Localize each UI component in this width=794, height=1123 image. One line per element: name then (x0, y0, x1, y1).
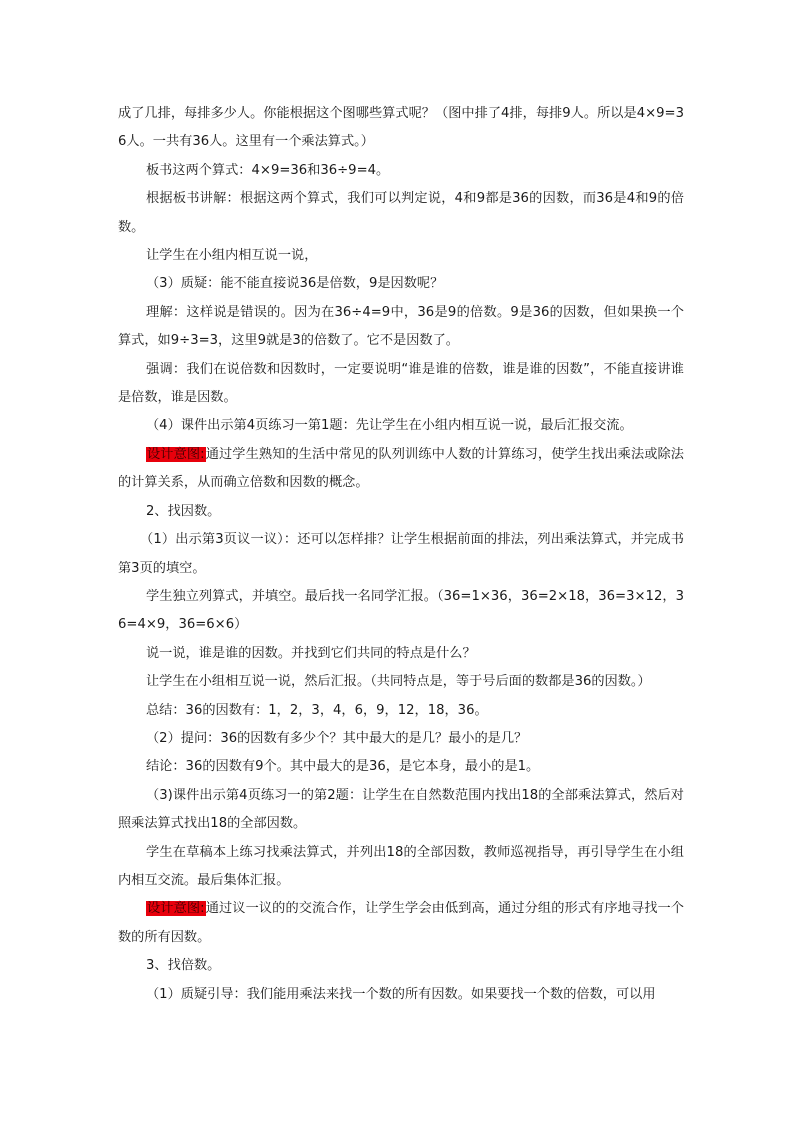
section-heading-2: 2、找因数。 (146, 503, 221, 519)
paragraph-4: 让学生在小组内相互说一说， (146, 248, 318, 264)
paragraph-1: 成了几排，每排多少人。你能根据这个图哪些算式呢？（图中排了4排，每排9人。所以是4×9=36人。一共有36人。这里有一个乘法算式。） (118, 106, 684, 150)
paragraph-3: 根据板书讲解：根据这两个算式，我们可以判定说，4和9都是36的因数，而36是4和9的倍数。 (118, 191, 684, 235)
paragraph-2: 板书这两个算式：4×9=36和36÷9=4。 (146, 162, 390, 178)
paragraph-10: （1）出示第3页议一议）：还可以怎样排？让学生根据前面的排法，列出乘法算式，并完成书第3页的填空。 (118, 532, 684, 576)
paragraph-17: （3)课件出示第4页练习一的第2题：让学生在自然数范围内找出18的全部乘法算式，然后对照乘法算式找出18的全部因数。 (118, 787, 684, 832)
paragraph-14: 总结：36的因数有：1，2，3，4，6，9，12，18，36。 (146, 702, 488, 718)
design-intent-label: 设计意图: (147, 446, 205, 462)
paragraph-5: （3）质疑：能不能直接说36是倍数，9是因数呢？ (146, 276, 444, 292)
paragraph-6: 理解：这样说是错误的。因为在36÷4=9中，36是9的倍数。9是36的因数，但如果换一个算式，如9÷3=3，这里9就是3的倍数了。它不是因数了。 (118, 304, 684, 349)
paragraph-16: 结论：36的因数有9个。其中最大的是36，是它本身，最小的是1。 (146, 759, 540, 775)
paragraph-7: 强调：我们在说倍数和因数时，一定要说明“谁是谁的倍数，谁是谁的因数”，不能直接讲谁是倍数，谁是因数。 (118, 361, 684, 406)
section-heading-3: 3、找倍数。 (146, 958, 221, 974)
paragraph-15: （2）提问：36的因数有多少个？其中最大的是几？最小的是几？ (146, 730, 528, 746)
paragraph-18: 学生在草稿本上练习找乘法算式，并列出18的全部因数，教师巡视指导，再引导学生在小组内相互交流。最后集体汇报。 (118, 844, 684, 888)
design-intent-2 (118, 895, 684, 952)
paragraph-21: （1）质疑引导：我们能用乘法来找一个数的所有因数。如果要找一个数的倍数，可以用 (146, 986, 656, 1002)
design-intent-text: 通过议一议的的交流合作，让学生学会由低到高，通过分组的形式有序地寻找一个数的所有因数。 (118, 901, 684, 945)
paragraph-12: 说一说，谁是谁的因数。并找到它们共同的特点是什么？ (146, 645, 476, 661)
paragraph-13: 让学生在小组相互说一说，然后汇报。（共同特点是，等于号后面的数都是36的因数。） (146, 674, 651, 690)
paragraph-8: （4）课件出示第4页练习一第1题：先让学生在小组内相互说一说，最后汇报交流。 (146, 418, 633, 434)
paragraph-11: 学生独立列算式，并填空。最后找一名同学汇报。（36=1×36，36=2×18，36=3×12，36=4×9，36=6×6） (118, 588, 684, 633)
design-intent-text: 通过学生熟知的生活中常见的队列训练中人数的计算练习，使学生找出乘法或除法的计算关系，从而确立倍数和因数的概念。 (118, 446, 684, 491)
design-intent-label: 设计意图: (147, 901, 205, 917)
design-intent-1 (118, 441, 684, 498)
